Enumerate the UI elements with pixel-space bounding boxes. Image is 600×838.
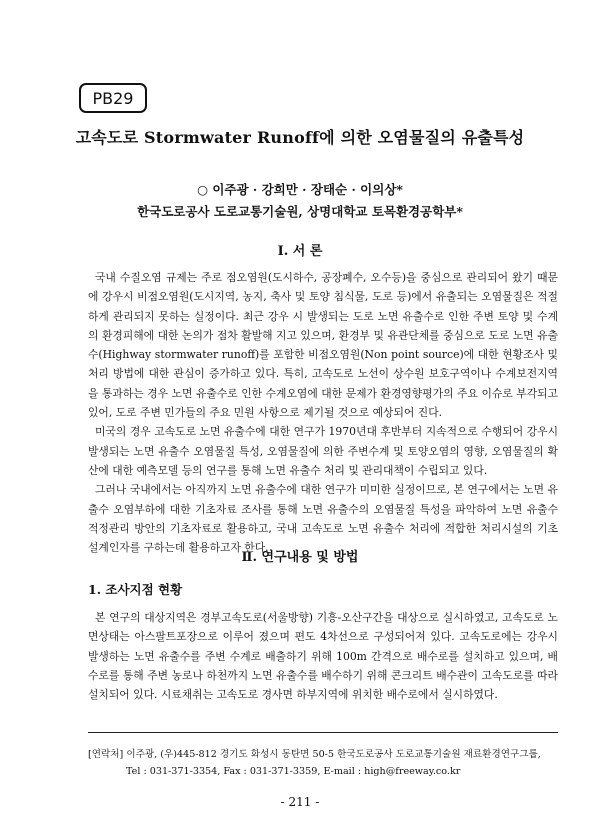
section-body-methods	[88, 608, 558, 704]
author-affiliation: 한국도로공사 도로교통기술원, 상명대학교 토목환경공학부*	[137, 204, 463, 219]
contact-address: [연락처] 이주광, (우)445-812 경기도 화성시 동탄면 50-5 한국도로공사 도로교통기술원 재료환경연구그룹,	[88, 749, 541, 760]
paragraph: 그러나 국내에서는 아직까지 노면 유출수에 대한 연구가 미미한 실정이므로, 본 연구에서는 노면 유출수 오염부하에 대한 기초자료 조사를 통해 노면 유출수의 오염물질 특성을 파악하여 노면 유출수 적정관리 방안의 기초자료로 활용하고, 국내 고속도로 노면 유출수 처리에 적합한 처리시설의 기초 설계인자를 구하는데 활용하고자 한다.	[88, 483, 558, 555]
subsection-heading-site: 1. 조사지점 현황	[88, 582, 183, 597]
paragraph: 미국의 경우 고속도로 노면 유출수에 대한 연구가 1970년대 후반부터 지속적으로 수행되어 강우시 발생되는 노면 유출수 오염물질 특성, 오염물질에 의한 주변수계 및 토양오염의 영향, 오염물질의 확산에 대한 예측모델 등의 연구를 통해 노면 유출수 처리 및 관리대책이 수립되고 있다.	[88, 425, 558, 477]
paragraph: 본 연구의 대상지역은 경부고속도로(서울방향) 기흥-오산구간을 대상으로 실시하였고, 고속도로 노면상태는 아스팔트포장으로 이루어 졌으며 편도 4차선으로 구성되어져 있다. 고속도로에는 강우시 발생하는 노면 유출수를 주변 수계로 배출하기 위해 100m 간격으로 배수로를 설치하고 있으며, 배수로를 통해 주변 농로나 하천까지 노면 유출수를 배수하기 위해 콘크리트 배수관이 고속도로를 따라 설치되어 있다. 시료채취는 고속도로 경사면 하부지역에 위치한 배수로에서 실시하였다.	[88, 611, 558, 702]
section-heading-introduction: Ⅰ. 서 론	[277, 244, 323, 259]
paper-title: 고속도로 Stormwater Runoff에 의한 오염물질의 유출특성	[75, 128, 525, 147]
section-body-introduction	[88, 268, 558, 557]
paper-id-badge: PB29	[79, 83, 147, 113]
section-heading-methods: Ⅱ. 연구내용 및 방법	[241, 550, 359, 565]
contact-footnote	[88, 746, 568, 780]
page-number: - 211 -	[280, 795, 320, 809]
contact-phone-email: Tel : 031-371-3354, Fax : 031-371-3359, E-mail : high@freeway.co.kr	[126, 766, 461, 777]
footnote-divider	[88, 732, 558, 733]
paragraph: 국내 수질오염 규제는 주로 점오염원(도시하수, 공장폐수, 오수등)을 중심으로 관리되어 왔기 때문에 강우시 비점오염원(도시지역, 농지, 축사 및 토양 침식물, 도로 등)에서 유출되는 오염물질은 적절하게 관리되지 못하는 실정이다. 최근 강우 시 발생되는 도로 노면 유출수로 인한 주변 토양 및 수계의 환경피해에 대한 논의가 점차 활발해 지고 있으며, 환경부 및 유관단체를 중심으로 도로 노면 유출수(Highway stormwater runoff)를 포함한 비점오염원(Non point source)에 대한 현황조사 및 처리 방법에 대한 관심이 증가하고 있다. 특히, 고속도로 노선이 상수원 보호구역이나 수계보전지역을 통과하는 경우 노면 유출수로 인한 수계오염에 대한 문제가 환경영향평가의 주요 이슈로 부각되고 있어, 도로 주변 민가들의 주요 민원 사항으로 제기될 것으로 예상되어 진다.	[88, 271, 558, 420]
author-list: ○ 이주광 · 강희만 · 장태순 · 이의상*	[197, 182, 403, 197]
